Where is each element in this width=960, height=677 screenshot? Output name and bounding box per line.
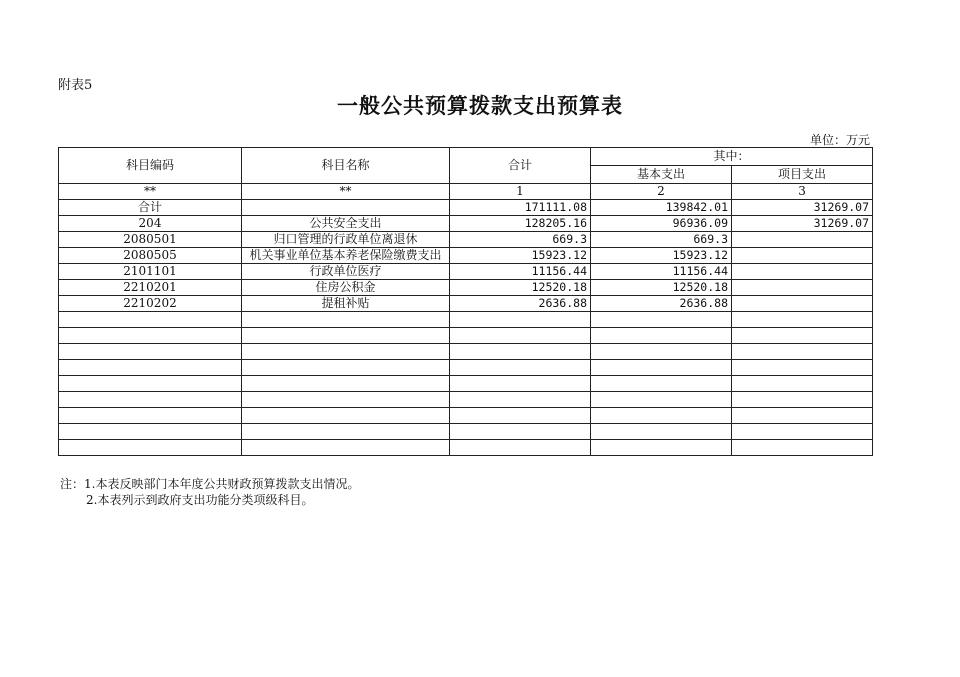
cell-code: 2080505 — [59, 248, 242, 264]
empty-cell — [450, 312, 591, 328]
table-row — [59, 200, 873, 216]
empty-cell — [591, 424, 732, 440]
cell-project: 31269.07 — [732, 216, 873, 232]
empty-cell — [450, 392, 591, 408]
index-cell: 1 — [450, 184, 591, 200]
empty-cell — [591, 360, 732, 376]
footnote-2: 2.本表列示到政府支出功能分类项级科目。 — [86, 493, 314, 507]
header-name: 科目名称 — [242, 148, 450, 184]
cell-code: 2101101 — [59, 264, 242, 280]
index-cell: 2 — [591, 184, 732, 200]
empty-cell — [591, 344, 732, 360]
appendix-label: 附表5 — [58, 78, 93, 93]
table-row — [59, 216, 873, 232]
empty-cell — [732, 440, 873, 456]
cell-name: 公共安全支出 — [242, 216, 450, 232]
empty-row — [59, 376, 873, 392]
cell-name: 行政单位医疗 — [242, 264, 450, 280]
table-row — [59, 248, 873, 264]
budget-table — [58, 147, 873, 456]
empty-cell — [242, 376, 450, 392]
cell-code: 合计 — [59, 200, 242, 216]
empty-cell — [591, 392, 732, 408]
header-group: 其中： — [591, 148, 873, 166]
cell-basic: 15923.12 — [591, 248, 732, 264]
cell-total: 669.3 — [450, 232, 591, 248]
empty-cell — [732, 408, 873, 424]
cell-total: 128205.16 — [450, 216, 591, 232]
table-row — [59, 232, 873, 248]
cell-total: 11156.44 — [450, 264, 591, 280]
index-cell: ** — [242, 184, 450, 200]
cell-basic: 2636.88 — [591, 296, 732, 312]
footnotes — [60, 476, 359, 508]
empty-cell — [732, 424, 873, 440]
cell-name: 住房公积金 — [242, 280, 450, 296]
empty-cell — [59, 344, 242, 360]
empty-cell — [450, 360, 591, 376]
header-project: 项目支出 — [732, 166, 873, 184]
table-row — [59, 296, 873, 312]
empty-cell — [242, 392, 450, 408]
cell-basic: 12520.18 — [591, 280, 732, 296]
empty-row — [59, 360, 873, 376]
cell-name: 归口管理的行政单位离退休 — [242, 232, 450, 248]
unit-label: 单位：万元 — [809, 133, 870, 147]
cell-code: 2080501 — [59, 232, 242, 248]
empty-cell — [450, 344, 591, 360]
empty-cell — [59, 440, 242, 456]
empty-cell — [59, 408, 242, 424]
empty-cell — [450, 424, 591, 440]
cell-code: 2210201 — [59, 280, 242, 296]
empty-cell — [242, 312, 450, 328]
empty-cell — [59, 392, 242, 408]
cell-project — [732, 264, 873, 280]
empty-cell — [450, 440, 591, 456]
empty-cell — [450, 408, 591, 424]
cell-project: 31269.07 — [732, 200, 873, 216]
budget-table-body — [59, 148, 873, 456]
cell-project — [732, 248, 873, 264]
empty-row — [59, 408, 873, 424]
empty-cell — [732, 328, 873, 344]
empty-cell — [450, 328, 591, 344]
empty-cell — [242, 424, 450, 440]
empty-cell — [591, 312, 732, 328]
empty-cell — [591, 376, 732, 392]
empty-cell — [242, 360, 450, 376]
cell-project — [732, 296, 873, 312]
cell-name — [242, 200, 450, 216]
cell-basic: 669.3 — [591, 232, 732, 248]
header-code: 科目编码 — [59, 148, 242, 184]
cell-name: 提租补贴 — [242, 296, 450, 312]
cell-project — [732, 280, 873, 296]
table-row — [59, 264, 873, 280]
header-row-1 — [59, 148, 873, 166]
cell-total: 15923.12 — [450, 248, 591, 264]
index-cell: ** — [59, 184, 242, 200]
empty-row — [59, 328, 873, 344]
empty-cell — [732, 360, 873, 376]
empty-cell — [59, 360, 242, 376]
empty-row — [59, 344, 873, 360]
header-basic: 基本支出 — [591, 166, 732, 184]
cell-code: 2210202 — [59, 296, 242, 312]
page-title: 一般公共预算拨款支出预算表 — [337, 93, 623, 118]
empty-cell — [732, 392, 873, 408]
empty-row — [59, 424, 873, 440]
header-total: 合计 — [450, 148, 591, 184]
empty-cell — [242, 440, 450, 456]
empty-cell — [59, 376, 242, 392]
empty-cell — [242, 408, 450, 424]
cell-basic: 11156.44 — [591, 264, 732, 280]
empty-cell — [59, 424, 242, 440]
cell-code: 204 — [59, 216, 242, 232]
empty-cell — [242, 328, 450, 344]
empty-cell — [732, 312, 873, 328]
empty-cell — [732, 344, 873, 360]
empty-cell — [591, 408, 732, 424]
empty-cell — [591, 440, 732, 456]
table-row — [59, 280, 873, 296]
empty-cell — [59, 312, 242, 328]
empty-cell — [450, 376, 591, 392]
cell-name: 机关事业单位基本养老保险缴费支出 — [242, 248, 450, 264]
cell-total: 2636.88 — [450, 296, 591, 312]
index-cell: 3 — [732, 184, 873, 200]
empty-cell — [242, 344, 450, 360]
cell-project — [732, 232, 873, 248]
empty-cell — [732, 376, 873, 392]
empty-row — [59, 440, 873, 456]
cell-basic: 96936.09 — [591, 216, 732, 232]
empty-row — [59, 312, 873, 328]
index-row — [59, 184, 873, 200]
cell-total: 171111.08 — [450, 200, 591, 216]
empty-cell — [59, 328, 242, 344]
cell-total: 12520.18 — [450, 280, 591, 296]
empty-cell — [591, 328, 732, 344]
empty-row — [59, 392, 873, 408]
footnote-1: 注：1.本表反映部门本年度公共财政预算拨款支出情况。 — [60, 477, 360, 491]
cell-basic: 139842.01 — [591, 200, 732, 216]
